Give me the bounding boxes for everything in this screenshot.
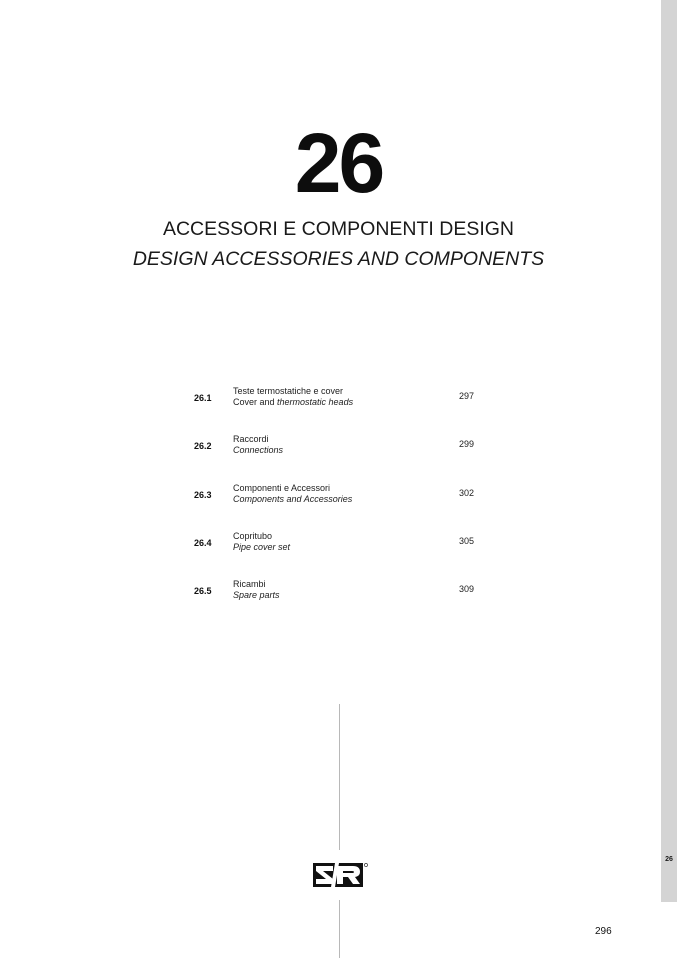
toc-entry[interactable] bbox=[0, 434, 677, 458]
toc-title-english bbox=[233, 494, 352, 505]
toc-title-english-italic: Spare parts bbox=[233, 590, 280, 600]
toc-title-english-italic: thermostatic heads bbox=[277, 397, 354, 407]
toc-title-italian: Teste termostatiche e cover bbox=[233, 386, 344, 396]
toc-section-code: 26.3 bbox=[194, 490, 212, 500]
chapter-side-tab-corner bbox=[661, 890, 677, 902]
toc-title-english-italic: Pipe cover set bbox=[233, 542, 291, 552]
toc-page-number: 302 bbox=[459, 488, 475, 498]
toc-entry[interactable] bbox=[0, 483, 677, 507]
toc-section-code: 26.5 bbox=[194, 586, 212, 596]
toc-title-italian: Copritubo bbox=[233, 531, 273, 541]
toc-section-code: 26.1 bbox=[194, 393, 212, 403]
toc-title-italian: Raccordi bbox=[233, 434, 269, 444]
toc-entry[interactable] bbox=[0, 579, 677, 603]
divider-line-top bbox=[339, 704, 340, 850]
toc-title-english bbox=[233, 445, 283, 456]
chapter-number: 26 bbox=[294, 116, 383, 210]
toc-title-english bbox=[233, 590, 280, 601]
toc-section-code: 26.2 bbox=[194, 441, 212, 451]
toc-title-english-italic: Connections bbox=[233, 445, 284, 455]
divider-line-bottom bbox=[339, 900, 340, 958]
toc-title-english bbox=[233, 542, 290, 553]
toc-title-italian: Componenti e Accessori bbox=[233, 483, 331, 493]
toc-title-english-part: Cover and bbox=[233, 397, 278, 407]
chapter-title-english: DESIGN ACCESSORIES AND COMPONENTS bbox=[132, 248, 545, 270]
toc-title-english bbox=[233, 397, 353, 408]
toc-page-number: 309 bbox=[459, 584, 475, 594]
toc-title-english-italic: Components and Accessories bbox=[233, 494, 353, 504]
chapter-title-italian: ACCESSORI E COMPONENTI DESIGN bbox=[162, 218, 515, 240]
side-tab-chapter-label: 26 bbox=[665, 856, 673, 863]
toc-entry[interactable] bbox=[0, 531, 677, 555]
sr-brand-logo-icon bbox=[313, 863, 369, 892]
toc-page-number: 305 bbox=[459, 536, 475, 546]
toc-page-number: 297 bbox=[459, 391, 475, 401]
toc-title-italian: Ricambi bbox=[233, 579, 266, 589]
toc-page-number: 299 bbox=[459, 439, 475, 449]
toc-section-code: 26.4 bbox=[194, 538, 212, 548]
toc-entry[interactable] bbox=[0, 386, 677, 410]
page-number: 296 bbox=[595, 926, 612, 937]
